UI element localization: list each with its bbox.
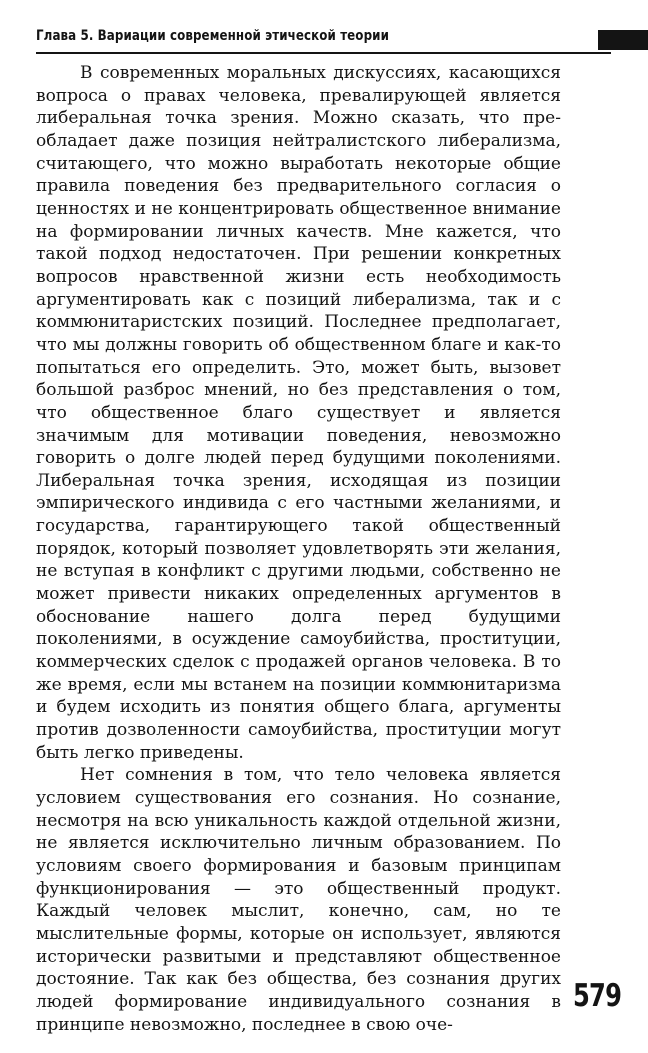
page-number: 579: [573, 978, 622, 1014]
body-text: [36, 62, 561, 1036]
paragraph-2: Нет сомнения в том, что тело человека является условием существования его сознания. Но сознание, несмотря на всю уникальность каждой отдельной жизни, не является исключительно личным образованием. По условиям своего формирования и базовым принципам функционирования — это общественный продукт. Каждый человек мыслит, конечно, сам, но те мыслительные формы, которые он использует, являются исторически развитыми и представляют общественное достояние. Так как без общества, без сознания других людей формирование индивидуального сознания в принципе невозможно, последнее в свою оче-: [36, 765, 561, 1035]
running-head-bar: [598, 30, 648, 50]
running-head-title: Глава 5. Вариации современной этической теории: [36, 28, 389, 44]
paragraph-1: В современных моральных дискуссиях, касающихся вопроса о правах человека, превалирующей является либеральная точка зрения. Можно сказать, что преобладает даже позиция нейтралистского либерализма, считающего, что можно выработать некоторые общие правила поведения без предварительного согласия о ценностях и не концентрировать общественное внимание на формировании личных качеств. Мне кажется, что такой подход недостаточен. При решении конкретных вопросов нравственной жизни есть необходимость аргументировать как с позиций либерализма, так и с коммюнитаристских позиций. Последнее предполагает, что мы должны говорить об общественном благе и как-то попытаться его определить. Это, может быть, вызовет большой разброс мнений, но без представления о том, что общественное благо существует и является значимым для мотивации поведения, невозможно говорить о долге людей перед будущими поколениями. Либеральная точка зрения, исходящая из позиции эмпирического индивида с его частными желаниями, и государства, гарантирующего такой общественный порядок, который позволяет удовлетворять эти желания, не вступая в конфликт с другими людьми, собственно не может привести никаких определенных аргументов в обоснование нашего долга перед будущими поколениями, в осуждение самоубийства, проституции, коммерческих сделок с продажей органов человека. В то же время, если мы встанем на позиции коммюнитаризма и будем исходить из понятия общего блага, аргументы против дозволенности самоубийства, проституции могут быть легко приведены.: [36, 63, 561, 763]
running-head: [36, 22, 611, 54]
